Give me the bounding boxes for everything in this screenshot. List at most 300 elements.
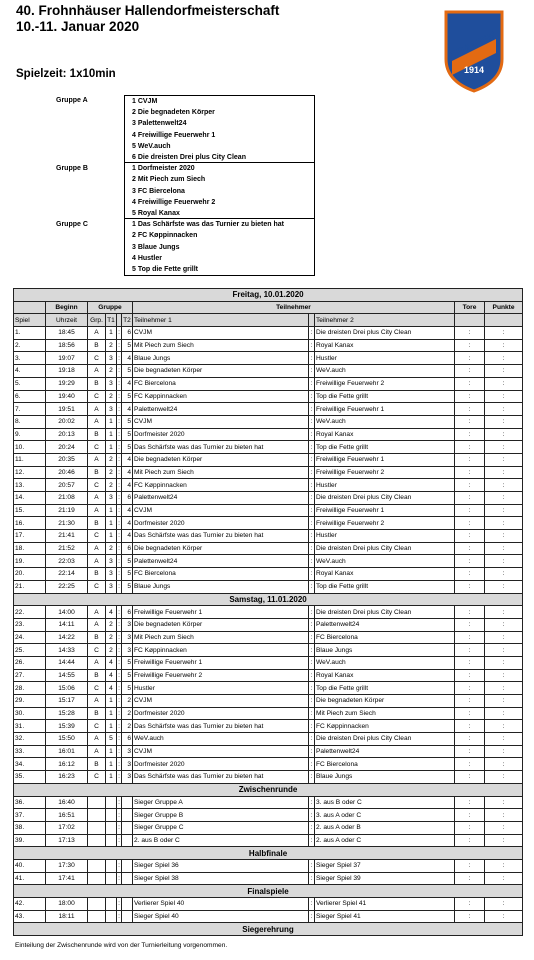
team1-index: 2 [106,631,117,644]
match-group [88,898,106,911]
team1-name: FC Biercelona [133,568,309,581]
team2-name: Die dreisten Drei plus City Clean [315,542,455,555]
score-cell: : [455,910,485,923]
match-number: 21. [14,580,46,593]
table-row [14,631,523,644]
points-cell: : [485,644,523,657]
table-row [14,377,523,390]
team2-index: 5 [122,568,133,581]
team2-index: 5 [122,682,133,695]
team2-name: Verlierer Spiel 41 [315,898,455,911]
group-a-team: 6 Die dreisten Drei plus City Clean [132,153,246,161]
match-group: C [88,720,106,733]
separator: : [309,479,315,492]
t1-header: T1 [106,314,117,327]
team2-index: 6 [122,542,133,555]
separator: : [309,327,315,340]
team1-index: 5 [106,733,117,746]
schedule-table [13,288,523,936]
team1-name: Sieger Gruppe A [133,796,309,809]
table-row [14,428,523,441]
section-title: Freitag, 10.01.2020 [14,289,523,302]
separator: : [117,758,122,771]
section-title: Siegerehrung [14,923,523,936]
match-time: 20:24 [46,441,88,454]
team2-index: 4 [122,530,133,543]
team1-index [106,809,117,822]
match-number: 33. [14,745,46,758]
team1-index [106,872,117,885]
separator: : [117,656,122,669]
team1-name: Palettenwelt24 [133,403,309,416]
team2-name: Freiwillige Feuerwehr 1 [315,403,455,416]
team1-index: 1 [106,517,117,530]
separator: : [309,809,315,822]
match-number: 28. [14,682,46,695]
match-time: 18:56 [46,339,88,352]
team2-index: 4 [122,453,133,466]
score-cell: : [455,872,485,885]
separator: : [309,618,315,631]
team2-name: Royal Kanax [315,339,455,352]
separator: : [309,771,315,784]
team1-name: Sieger Spiel 40 [133,910,309,923]
separator: : [117,796,122,809]
table-row [14,453,523,466]
team1-index: 3 [106,377,117,390]
team2-index: 4 [122,479,133,492]
team1-name: Blaue Jungs [133,580,309,593]
match-number: 16. [14,517,46,530]
team1-name: FC Køppinnacken [133,390,309,403]
team1-name: Sieger Gruppe C [133,821,309,834]
team2-name: WeV.auch [315,656,455,669]
match-group: A [88,492,106,505]
points-cell: : [485,453,523,466]
team2-name: Hustler [315,530,455,543]
separator: : [309,352,315,365]
separator: : [309,834,315,847]
team2-name: Freiwillige Feuerwehr 2 [315,517,455,530]
team1-index: 1 [106,504,117,517]
match-group: B [88,428,106,441]
punkte-header: Punkte [485,301,523,314]
team2-index: 4 [122,352,133,365]
table-row [14,859,523,872]
score-cell: : [455,492,485,505]
table-row [14,656,523,669]
match-number: 5. [14,377,46,390]
points-cell: : [485,390,523,403]
points-cell: : [485,656,523,669]
separator: : [117,707,122,720]
team2-name: 3. aus A oder C [315,809,455,822]
group-label-a: Gruppe A [56,97,88,104]
separator: : [309,403,315,416]
match-time: 15:28 [46,707,88,720]
match-time: 16:23 [46,771,88,784]
separator: : [309,707,315,720]
separator: : [309,733,315,746]
separator: : [117,441,122,454]
team2-name: Palettenwelt24 [315,618,455,631]
score-cell: : [455,453,485,466]
logo-year: 1914 [463,65,485,75]
team2-index: 5 [122,555,133,568]
team1-index [106,796,117,809]
points-cell: : [485,428,523,441]
points-cell: : [485,809,523,822]
table-row [14,821,523,834]
score-cell: : [455,720,485,733]
match-number: 17. [14,530,46,543]
team1-index: 1 [106,771,117,784]
separator: : [117,555,122,568]
score-cell: : [455,695,485,708]
points-cell: : [485,910,523,923]
team1-name: CVJM [133,504,309,517]
table-row [14,365,523,378]
team1-name: Verlierer Spiel 40 [133,898,309,911]
score-cell: : [455,352,485,365]
match-number: 13. [14,479,46,492]
separator: : [309,796,315,809]
match-group: C [88,771,106,784]
team1-index: 1 [106,745,117,758]
table-row [14,707,523,720]
team1-name: Dorfmeister 2020 [133,758,309,771]
score-cell: : [455,403,485,416]
separator: : [309,415,315,428]
team1-name: FC Køppinnacken [133,644,309,657]
match-group [88,872,106,885]
points-cell: : [485,555,523,568]
points-cell: : [485,821,523,834]
score-cell: : [455,466,485,479]
points-cell: : [485,733,523,746]
points-cell: : [485,568,523,581]
group-a-team: 4 Freiwillige Feuerwehr 1 [132,131,216,139]
group-b-team: 3 FC Biercelona [132,187,185,195]
points-cell: : [485,707,523,720]
match-number: 20. [14,568,46,581]
separator: : [117,910,122,923]
points-cell: : [485,682,523,695]
team2-header: Teilnehmer 2 [315,314,455,327]
match-number: 12. [14,466,46,479]
match-group: C [88,644,106,657]
group-b-team: 1 Dorfmeister 2020 [132,165,195,173]
match-number: 3. [14,352,46,365]
team1-name: Mit Piech zum Siech [133,466,309,479]
match-number: 30. [14,707,46,720]
match-number: 29. [14,695,46,708]
table-row [14,530,523,543]
score-cell: : [455,834,485,847]
points-cell: : [485,542,523,555]
table-row [14,695,523,708]
match-number: 18. [14,542,46,555]
team2-index [122,910,133,923]
match-number: 19. [14,555,46,568]
table-row [14,327,523,340]
team2-index [122,809,133,822]
team2-name: Die dreisten Drei plus City Clean [315,733,455,746]
points-cell: : [485,745,523,758]
points-cell: : [485,466,523,479]
match-group: A [88,504,106,517]
team1-header: Teilnehmer 1 [133,314,309,327]
match-time: 22:14 [46,568,88,581]
match-time: 14:44 [46,656,88,669]
table-row [14,517,523,530]
team2-index: 4 [122,466,133,479]
points-cell: : [485,669,523,682]
match-group: B [88,669,106,682]
group-a-team: 2 Die begnadeten Körper [132,109,215,117]
match-time: 20:13 [46,428,88,441]
team2-index: 5 [122,428,133,441]
separator: : [309,568,315,581]
team1-name: Das Schärfste was das Turnier zu bieten hat [133,530,309,543]
separator: : [309,390,315,403]
team1-name: Das Schärfste was das Turnier zu bieten hat [133,441,309,454]
points-cell: : [485,898,523,911]
separator: : [309,466,315,479]
separator: : [309,453,315,466]
table-row [14,796,523,809]
match-group: C [88,479,106,492]
team1-name: WeV.auch [133,733,309,746]
separator: : [309,758,315,771]
table-row [14,466,523,479]
score-cell: : [455,530,485,543]
match-group: A [88,403,106,416]
t2-header: T2 [122,314,133,327]
separator: : [117,403,122,416]
table-row [14,403,523,416]
score-cell: : [455,707,485,720]
score-cell: : [455,898,485,911]
team2-name: Sieger Spiel 37 [315,859,455,872]
section-header-row [14,885,523,898]
score-cell: : [455,428,485,441]
team1-index: 2 [106,466,117,479]
match-number: 22. [14,606,46,619]
team1-name: Dorfmeister 2020 [133,707,309,720]
team2-name: Blaue Jungs [315,771,455,784]
separator: : [117,339,122,352]
team2-name: Sieger Spiel 41 [315,910,455,923]
group-a-team: 3 Palettenwelt24 [132,120,187,128]
section-header-row [14,923,523,936]
team2-index: 2 [122,720,133,733]
score-cell: : [455,859,485,872]
separator: : [309,606,315,619]
team2-index: 2 [122,695,133,708]
points-cell: : [485,872,523,885]
team1-index: 3 [106,580,117,593]
table-row [14,618,523,631]
score-cell: : [455,821,485,834]
match-number: 32. [14,733,46,746]
team2-name: Palettenwelt24 [315,745,455,758]
team1-name: CVJM [133,695,309,708]
match-time: 15:06 [46,682,88,695]
match-group: C [88,390,106,403]
match-number: 40. [14,859,46,872]
match-number: 43. [14,910,46,923]
separator: : [117,809,122,822]
team1-index: 4 [106,682,117,695]
footer-note: Einteilung der Zwischenrunde wird von der Turnierleitung vorgenommen. [15,942,228,949]
team2-name: Sieger Spiel 39 [315,872,455,885]
team1-name: FC Køppinnacken [133,479,309,492]
table-row [14,441,523,454]
match-time: 22:25 [46,580,88,593]
match-time: 14:55 [46,669,88,682]
group-c-team: 4 Hustler [132,254,162,262]
separator: : [309,898,315,911]
team2-index: 4 [122,517,133,530]
match-group: B [88,466,106,479]
separator: : [309,631,315,644]
score-cell: : [455,339,485,352]
table-row [14,834,523,847]
match-group: A [88,327,106,340]
team2-name: FC Køppinnacken [315,720,455,733]
match-time: 21:30 [46,517,88,530]
match-time: 14:00 [46,606,88,619]
score-cell: : [455,606,485,619]
score-cell: : [455,441,485,454]
match-time: 14:22 [46,631,88,644]
team2-index: 5 [122,441,133,454]
team1-index: 1 [106,707,117,720]
separator: : [309,504,315,517]
team2-name: 2. aus A oder C [315,834,455,847]
score-cell: : [455,517,485,530]
table-row [14,542,523,555]
team1-index: 2 [106,542,117,555]
table-row [14,669,523,682]
team2-index: 6 [122,327,133,340]
table-row [14,606,523,619]
score-cell: : [455,555,485,568]
table-row [14,352,523,365]
separator: : [117,644,122,657]
separator: : [117,859,122,872]
team2-index: 2 [122,707,133,720]
match-time: 16:40 [46,796,88,809]
empty-header [14,301,46,314]
separator: : [309,910,315,923]
group-b-box [124,162,315,219]
team2-index [122,821,133,834]
table-row [14,415,523,428]
match-time: 20:57 [46,479,88,492]
points-cell: : [485,758,523,771]
separator: : [117,479,122,492]
score-cell: : [455,390,485,403]
table-row [14,872,523,885]
team2-index: 3 [122,771,133,784]
team1-name: Sieger Spiel 38 [133,872,309,885]
team1-index: 3 [106,568,117,581]
match-number: 42. [14,898,46,911]
score-cell: : [455,415,485,428]
points-cell: : [485,695,523,708]
separator: : [117,365,122,378]
match-time: 15:17 [46,695,88,708]
separator: : [117,695,122,708]
match-number: 24. [14,631,46,644]
match-number: 39. [14,834,46,847]
table-row [14,580,523,593]
match-group: A [88,733,106,746]
team1-index: 2 [106,479,117,492]
score-cell: : [455,809,485,822]
match-time: 20:02 [46,415,88,428]
match-time: 16:12 [46,758,88,771]
match-group: B [88,339,106,352]
team2-name: Royal Kanax [315,568,455,581]
points-cell: : [485,403,523,416]
match-number: 11. [14,453,46,466]
group-a-team: 1 CVJM [132,98,158,105]
group-label-c: Gruppe C [56,221,88,228]
team2-name: Top die Fette grillt [315,390,455,403]
team1-index: 2 [106,453,117,466]
match-group: C [88,441,106,454]
score-cell: : [455,796,485,809]
separator: : [117,669,122,682]
teilnehmer-header: Teilnehmer [133,301,455,314]
team1-name: Die begnadeten Körper [133,542,309,555]
group-c-box [124,218,315,276]
team1-index [106,898,117,911]
points-cell: : [485,479,523,492]
match-time: 18:11 [46,910,88,923]
column-header-row [14,301,523,314]
team2-index: 6 [122,492,133,505]
match-number: 34. [14,758,46,771]
team1-name: Die begnadeten Körper [133,618,309,631]
spiel-header: Spiel [14,314,46,327]
points-cell: : [485,580,523,593]
match-group [88,859,106,872]
team1-name: Sieger Gruppe B [133,809,309,822]
match-group: C [88,530,106,543]
match-group: A [88,365,106,378]
team2-index: 6 [122,606,133,619]
separator: : [117,834,122,847]
table-row [14,644,523,657]
match-time: 21:52 [46,542,88,555]
match-duration: Spielzeit: 1x10min [16,68,116,80]
score-cell: : [455,618,485,631]
match-group: B [88,517,106,530]
separator: : [309,365,315,378]
team2-name: Freiwillige Feuerwehr 1 [315,504,455,517]
separator: : [309,377,315,390]
separator: : [309,492,315,505]
team1-name: CVJM [133,745,309,758]
team2-name: Die dreisten Drei plus City Clean [315,492,455,505]
separator: : [117,453,122,466]
match-number: 27. [14,669,46,682]
group-b-team: 2 Mit Piech zum Siech [132,176,206,184]
